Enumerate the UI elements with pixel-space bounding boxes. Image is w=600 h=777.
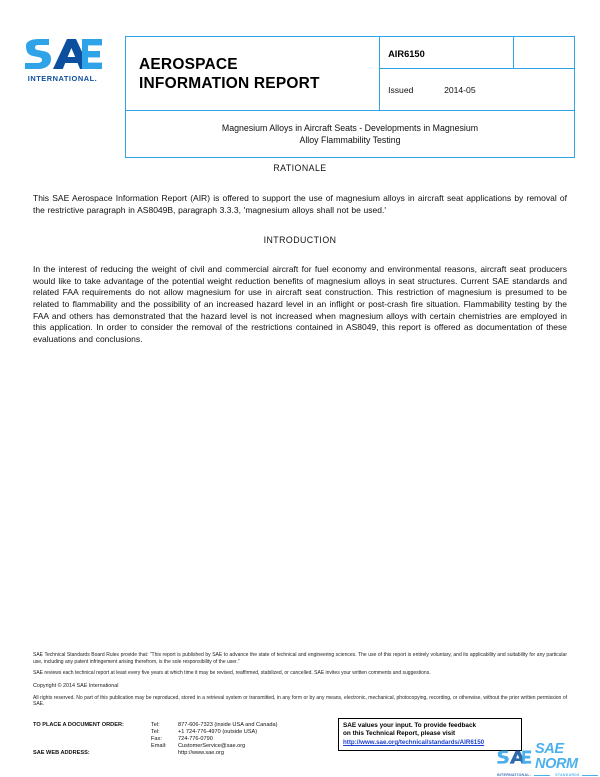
contact-row [33, 743, 278, 750]
watermark-sae-logo-icon [496, 749, 532, 766]
standards-board-disclaimer: SAE Technical Standards Board Rules provide that: “This report is published by SAE to advance the state of technical and engineering sciences. The use of this report is entirely voluntary, and its applicability and suitability for any particular use, including any patent infringement arising therefrom, is the sole responsibility of the user.” [33, 652, 567, 665]
contact-web-value[interactable]: http://www.sae.org [178, 750, 225, 757]
issued-label: Issued [388, 84, 414, 95]
revision-blank-cell [513, 37, 574, 69]
document-number-cell [380, 37, 514, 69]
contact-key [151, 750, 178, 757]
document-subject-cell [126, 111, 575, 158]
contact-key: Tel: [151, 729, 160, 736]
contact-email-value[interactable]: CustomerService@sae.org [178, 743, 246, 750]
introduction-paragraph: In the interest of reducing the weight of civil and commercial aircraft for fuel economy and environmental reasons, aircraft seat producers would like to take advantage of the potential weight reduction benefits of magnesium alloys in seat structures. Current SAE standards and related FAA requirements do not allow magnesium for use in aircraft seat construction. This restriction of magnesium is presumed to be related to flammability and the possibility of an increased hazard level in an inflight or post-crash fire situation. Flammability testing by the FAA and others has demonstrated that the hazard level is not increased when magnesium alloys with certain chemistries are employed in this application. In order to consider the removal of the restrictions contained in AS8049, this report is offered as documentation of these evaluations and conclusions. [33, 264, 567, 344]
document-type-line-2: INFORMATION REPORT [139, 74, 320, 92]
watermark-international-label: INTERNATIONAL. [496, 773, 532, 777]
copyright-line: Copyright © 2014 SAE International [33, 682, 119, 689]
document-type-cell [126, 37, 380, 111]
header-title-table [125, 36, 575, 158]
document-header [0, 36, 600, 148]
contact-key: Email: [151, 743, 167, 750]
document-footer [33, 652, 567, 713]
feedback-url-link[interactable]: http://www.sae.org/technical/standards/AIR6150 [343, 738, 485, 746]
contact-value: 877-606-7323 (inside USA and Canada) [178, 722, 278, 728]
feedback-line-2: on this Technical Report, please visit [343, 730, 456, 738]
watermark-text: SAE NORM [535, 741, 578, 772]
issued-date: 2014-05 [444, 84, 476, 95]
document-body [33, 163, 567, 345]
contact-row [33, 722, 278, 729]
contact-row [33, 736, 278, 743]
sae-logo [0, 36, 125, 83]
rationale-paragraph: This SAE Aerospace Information Report (AIR) is offered to support the use of magnesium alloys in aircraft seat applications by removal of the restrictive paragraph in AS8049B, paragraph 3.3.3, 'magnesium alloys shall not be used.' [33, 193, 567, 215]
document-type-line-1: AEROSPACE [139, 55, 238, 73]
contact-key: Fax: [151, 736, 162, 743]
watermark-rule-left [534, 775, 550, 776]
document-number: AIR6150 [388, 48, 425, 59]
contact-key: Tel: [151, 722, 160, 728]
contact-value: 724-776-0790 [178, 736, 213, 743]
all-rights-reserved: All rights reserved. No part of this publication may be reproduced, stored in a retrieval system or transmitted, in any form or by any means, electronic, mechanical, photocopying, recording, or otherwise, without the prior written permission of SAE. [33, 694, 567, 707]
sae-international-label: INTERNATIONAL. [27, 74, 98, 83]
document-subject-line-2: Alloy Flammability Testing [299, 135, 401, 145]
review-notice: SAE reviews each technical report at least every five years at which time it may be revised, reaffirmed, stabilized, or cancelled. SAE invites your written comments and suggestions. [33, 670, 431, 676]
spacer-cell [33, 736, 151, 743]
document-subject-line-1: Magnesium Alloys in Aircraft Seats - Developments in Magnesium [221, 122, 479, 133]
contact-row [33, 750, 278, 757]
sae-logo-icon [22, 38, 104, 72]
sae-norm-watermark [496, 742, 600, 776]
watermark-standards-label: STANDARDS [555, 773, 580, 777]
order-label: TO PLACE A DOCUMENT ORDER: [33, 722, 124, 728]
spacer-cell [33, 729, 151, 736]
contact-table [33, 722, 278, 757]
contact-information [33, 722, 333, 757]
web-address-label: SAE WEB ADDRESS: [33, 750, 90, 757]
rationale-heading: RATIONALE [273, 163, 327, 173]
issued-cell [380, 69, 575, 111]
contact-value: +1 724-776-4970 (outside USA) [178, 729, 258, 736]
spacer-cell [33, 743, 151, 750]
feedback-line-1: SAE values your input. To provide feedback [343, 722, 477, 729]
contact-row [33, 729, 278, 736]
introduction-heading: INTRODUCTION [263, 235, 337, 246]
watermark-rule-right [582, 775, 598, 776]
feedback-box [338, 718, 522, 751]
